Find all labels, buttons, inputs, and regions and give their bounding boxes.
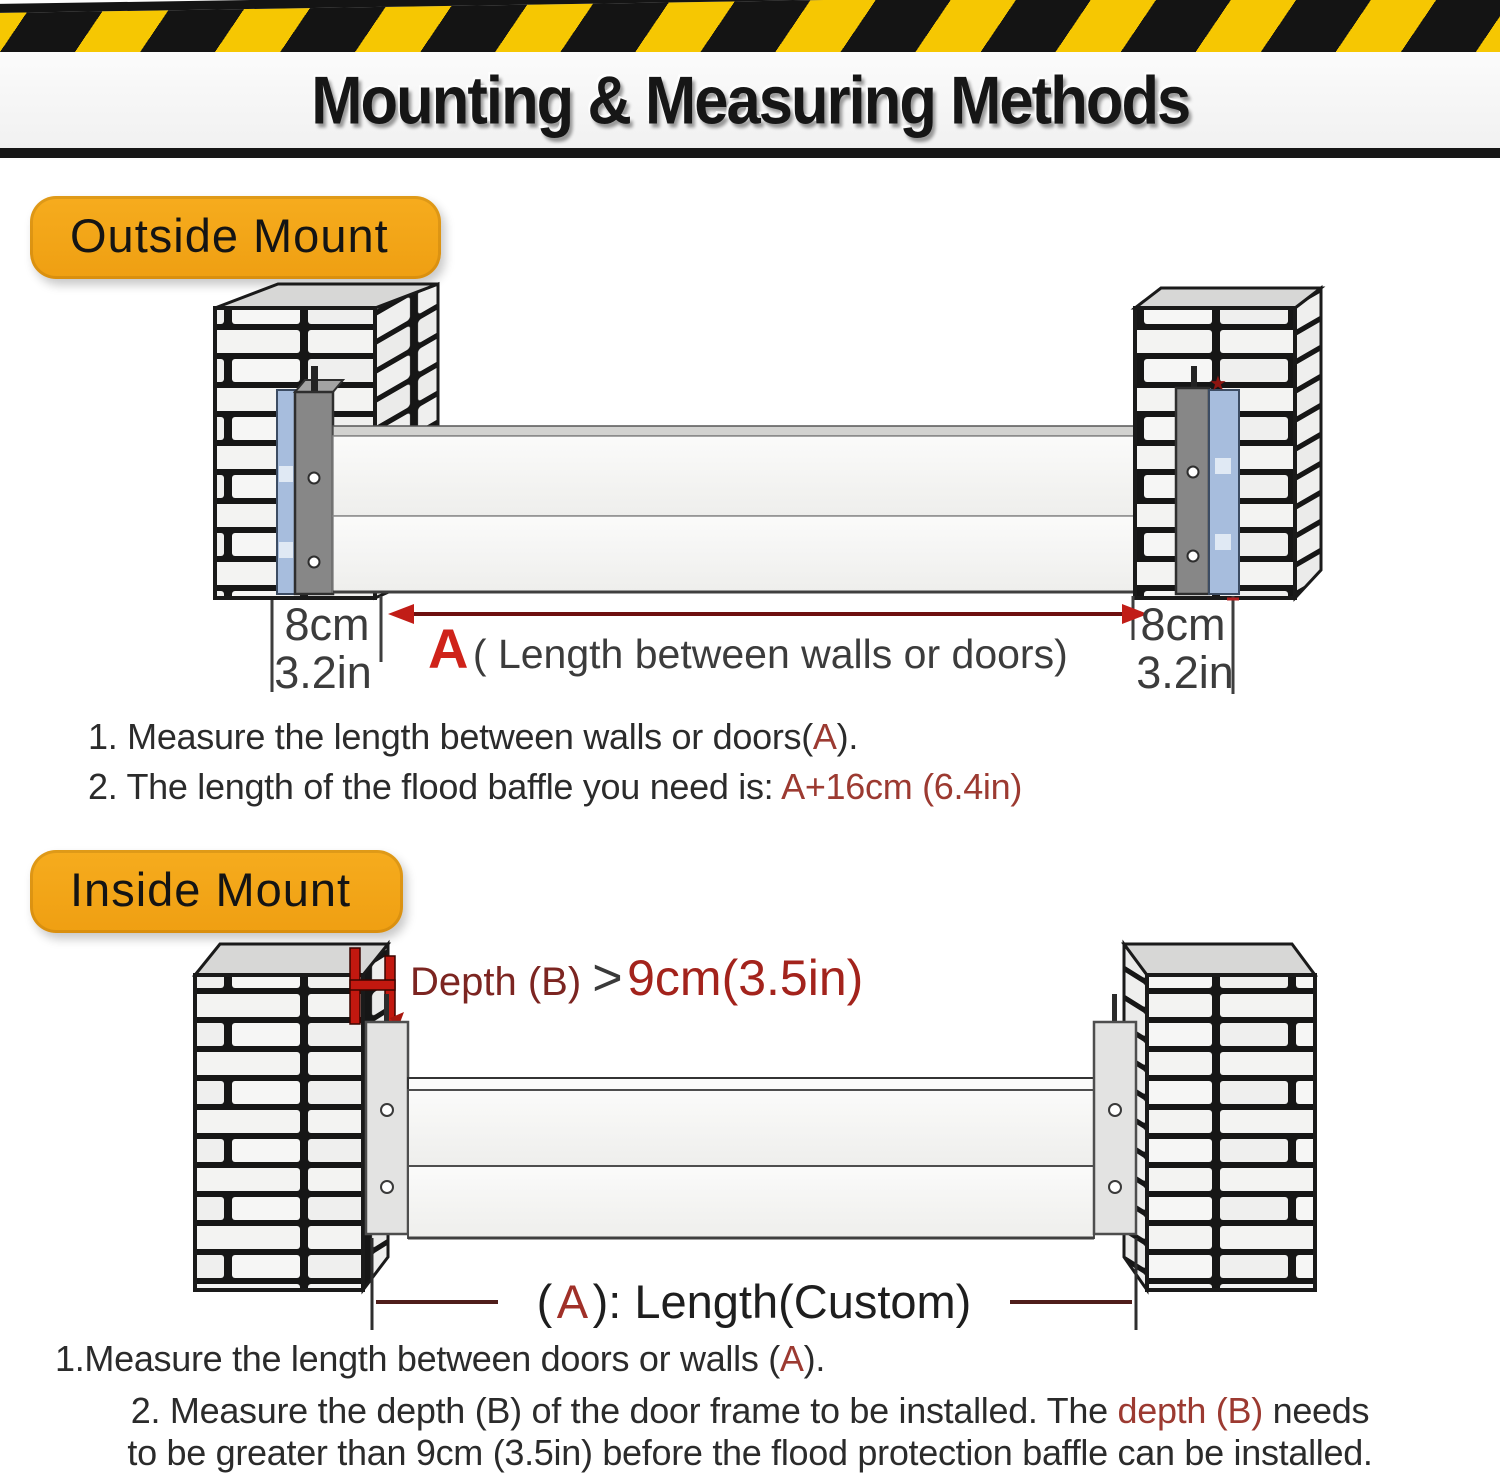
inside-step-2-line-2: to be greater than 9cm (3.5in) before the flood protection baffle can be installed. [127,1432,1373,1473]
seal-mark [279,542,293,558]
screw-hole [309,557,320,568]
outside-mount-steps [88,712,1022,812]
outside-step-1: 1. Measure the length between walls or doors(A). [88,716,859,757]
inside-right-bracket [1094,994,1136,1234]
header [0,0,1500,160]
custom-length-label: ( A ): Length(Custom) [536,1275,972,1328]
screw-hole [1188,551,1199,562]
dim-left-in: 3.2in [274,647,372,698]
outside-mount-diagram [0,268,1500,710]
depth-label: Depth (B) > 9cm(3.5in) [410,949,864,1007]
star-marker-icon: ★ [1209,373,1227,395]
outside-dimensions [272,596,1239,698]
screw-hole [381,1104,393,1116]
flood-barrier [333,426,1176,592]
inside-mount-badge: Inside Mount [30,850,403,933]
page-title: Mounting & Measuring Methods [310,61,1190,139]
flood-barrier [408,1078,1094,1238]
inside-step-1: 1.Measure the length between doors or walls (A). [55,1338,826,1379]
bracket-pin [311,366,318,392]
inside-left-bracket [366,994,408,1234]
inside-step-2 [0,1390,1500,1474]
outside-mount-badge: Outside Mount [30,196,441,279]
outside-mount-illustration [0,268,1500,710]
inside-mount-diagram [0,932,1500,1332]
screw-hole [1109,1181,1121,1193]
dim-left-cm: 8cm [284,599,370,650]
header-divider [0,148,1500,158]
screw-hole [1188,467,1199,478]
outside-step-2: 2. The length of the flood baffle you need is: A+16cm (6.4in) [88,766,1023,807]
title-band [0,52,1500,148]
length-label: A ( Length between walls or doors) [428,617,1068,680]
screw-hole [1109,1104,1121,1116]
outside-right-mounting-channel [1176,366,1239,594]
seal-mark [1215,458,1231,474]
length-arrow [388,604,1148,624]
inside-mount-illustration [0,932,1500,1332]
inside-mount-steps [0,1336,1500,1474]
bracket-pin [1191,366,1197,390]
bracket-pin [1112,994,1117,1022]
inside-step-2-line-1: 2. Measure the depth (B) of the door frame to be installed. The depth (B) needs [130,1390,1370,1431]
seal-mark [279,466,293,482]
inside-right-pillar [1124,944,1315,1290]
inside-dimensions [372,1238,1136,1330]
dim-right-in: 3.2in [1136,647,1234,698]
screw-hole [381,1181,393,1193]
screw-hole [309,473,320,484]
seal-mark [1215,534,1231,550]
bracket-pin [384,994,389,1022]
dim-right-cm: 8cm [1140,599,1226,650]
